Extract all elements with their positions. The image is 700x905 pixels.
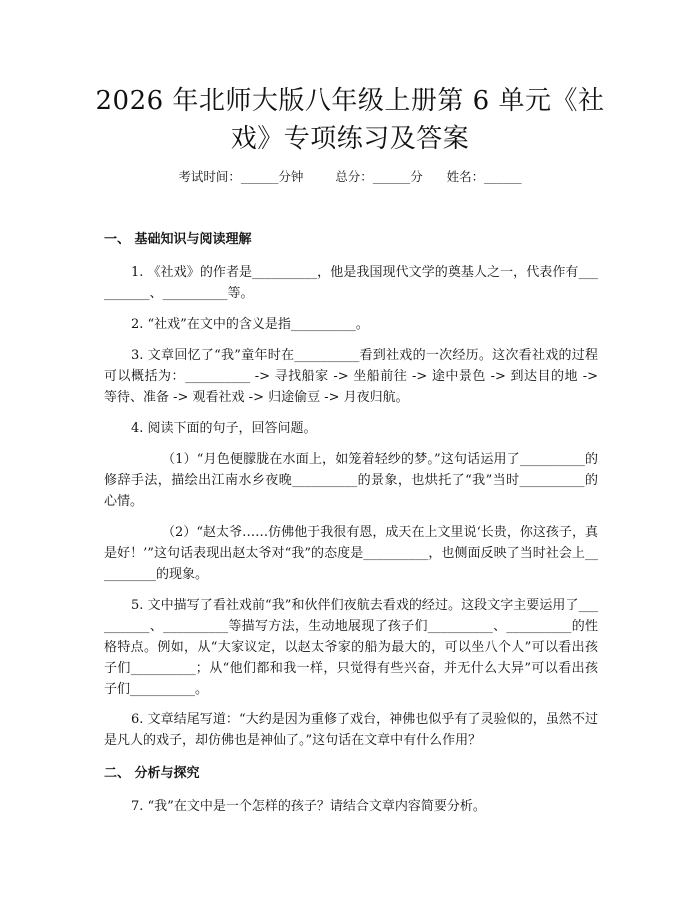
section-2-heading: 二、 分析与探究	[104, 766, 200, 781]
question-4-2: （2）“赵太爷……仿佛他于我很有恩，成天在上文里说‘长贵，你这孩子，真是好！’”这句话表现出赵太爷对“我”的态度是__________，也侧面反映了当时社会上__________的现象。	[104, 525, 598, 582]
question-3: 3. 文章回忆了“我”童年时在__________看到社戏的一次经历。这次看社戏的过程可以概括为：__________ -> 寻找船家 -> 坐船前往 -> 途中景色 -> 到达目的地 -> 等待、准备 -> 观看社戏 -> 归途偷豆 -> 月夜归航。	[104, 348, 598, 405]
exam-score: 总分：______分	[335, 169, 423, 184]
document-title	[90, 82, 610, 158]
question-4: 4. 阅读下面的句子，回答问题。	[131, 421, 317, 436]
student-name: 姓名：______	[446, 169, 522, 184]
exam-time: 考试时间：______分钟	[178, 169, 304, 184]
question-7: 7. “我”在文中是一个怎样的孩子？请结合文章内容简要分析。	[131, 799, 486, 814]
question-2: 2. “社戏”在文中的含义是指__________。	[131, 317, 369, 332]
title-line-1: 2026 年北师大版八年级上册第 6 单元《社	[95, 86, 605, 116]
question-6: 6. 文章结尾写道：“大约是因为重修了戏台，神佛也似乎有了灵验似的，虽然不过是凡人的戏子，却仿佛也是神仙了。”这句话在文章中有什么作用？	[104, 712, 598, 748]
exam-info	[0, 168, 700, 186]
question-4-1: （1）“月色便朦胧在水面上，如笼着轻纱的梦。”这句话运用了__________的修辞手法，描绘出江南水乡夜晚__________的景象，也烘托了“我”当时__________的心情。	[104, 452, 598, 509]
question-1: 1. 《社戏》的作者是__________，他是我国现代文学的奠基人之一，代表作有__________、__________等。	[104, 265, 598, 301]
question-5: 5. 文中描写了看社戏前“我”和伙伴们夜航去看戏的经过。这段文字主要运用了__________、__________等描写方法，生动地展现了孩子们__________、__________的性格特点。例如，从“大家议定，以赵太爷家的船为最大的，可以坐八个人”可以看出孩子们__________；从“他们都和我一样，只觉得有些兴奋，并无什么大异”可以看出孩子们__________。	[104, 598, 598, 697]
title-line-2: 戏》专项练习及答案	[230, 124, 470, 154]
section-1-heading: 一、 基础知识与阅读理解	[104, 232, 252, 247]
